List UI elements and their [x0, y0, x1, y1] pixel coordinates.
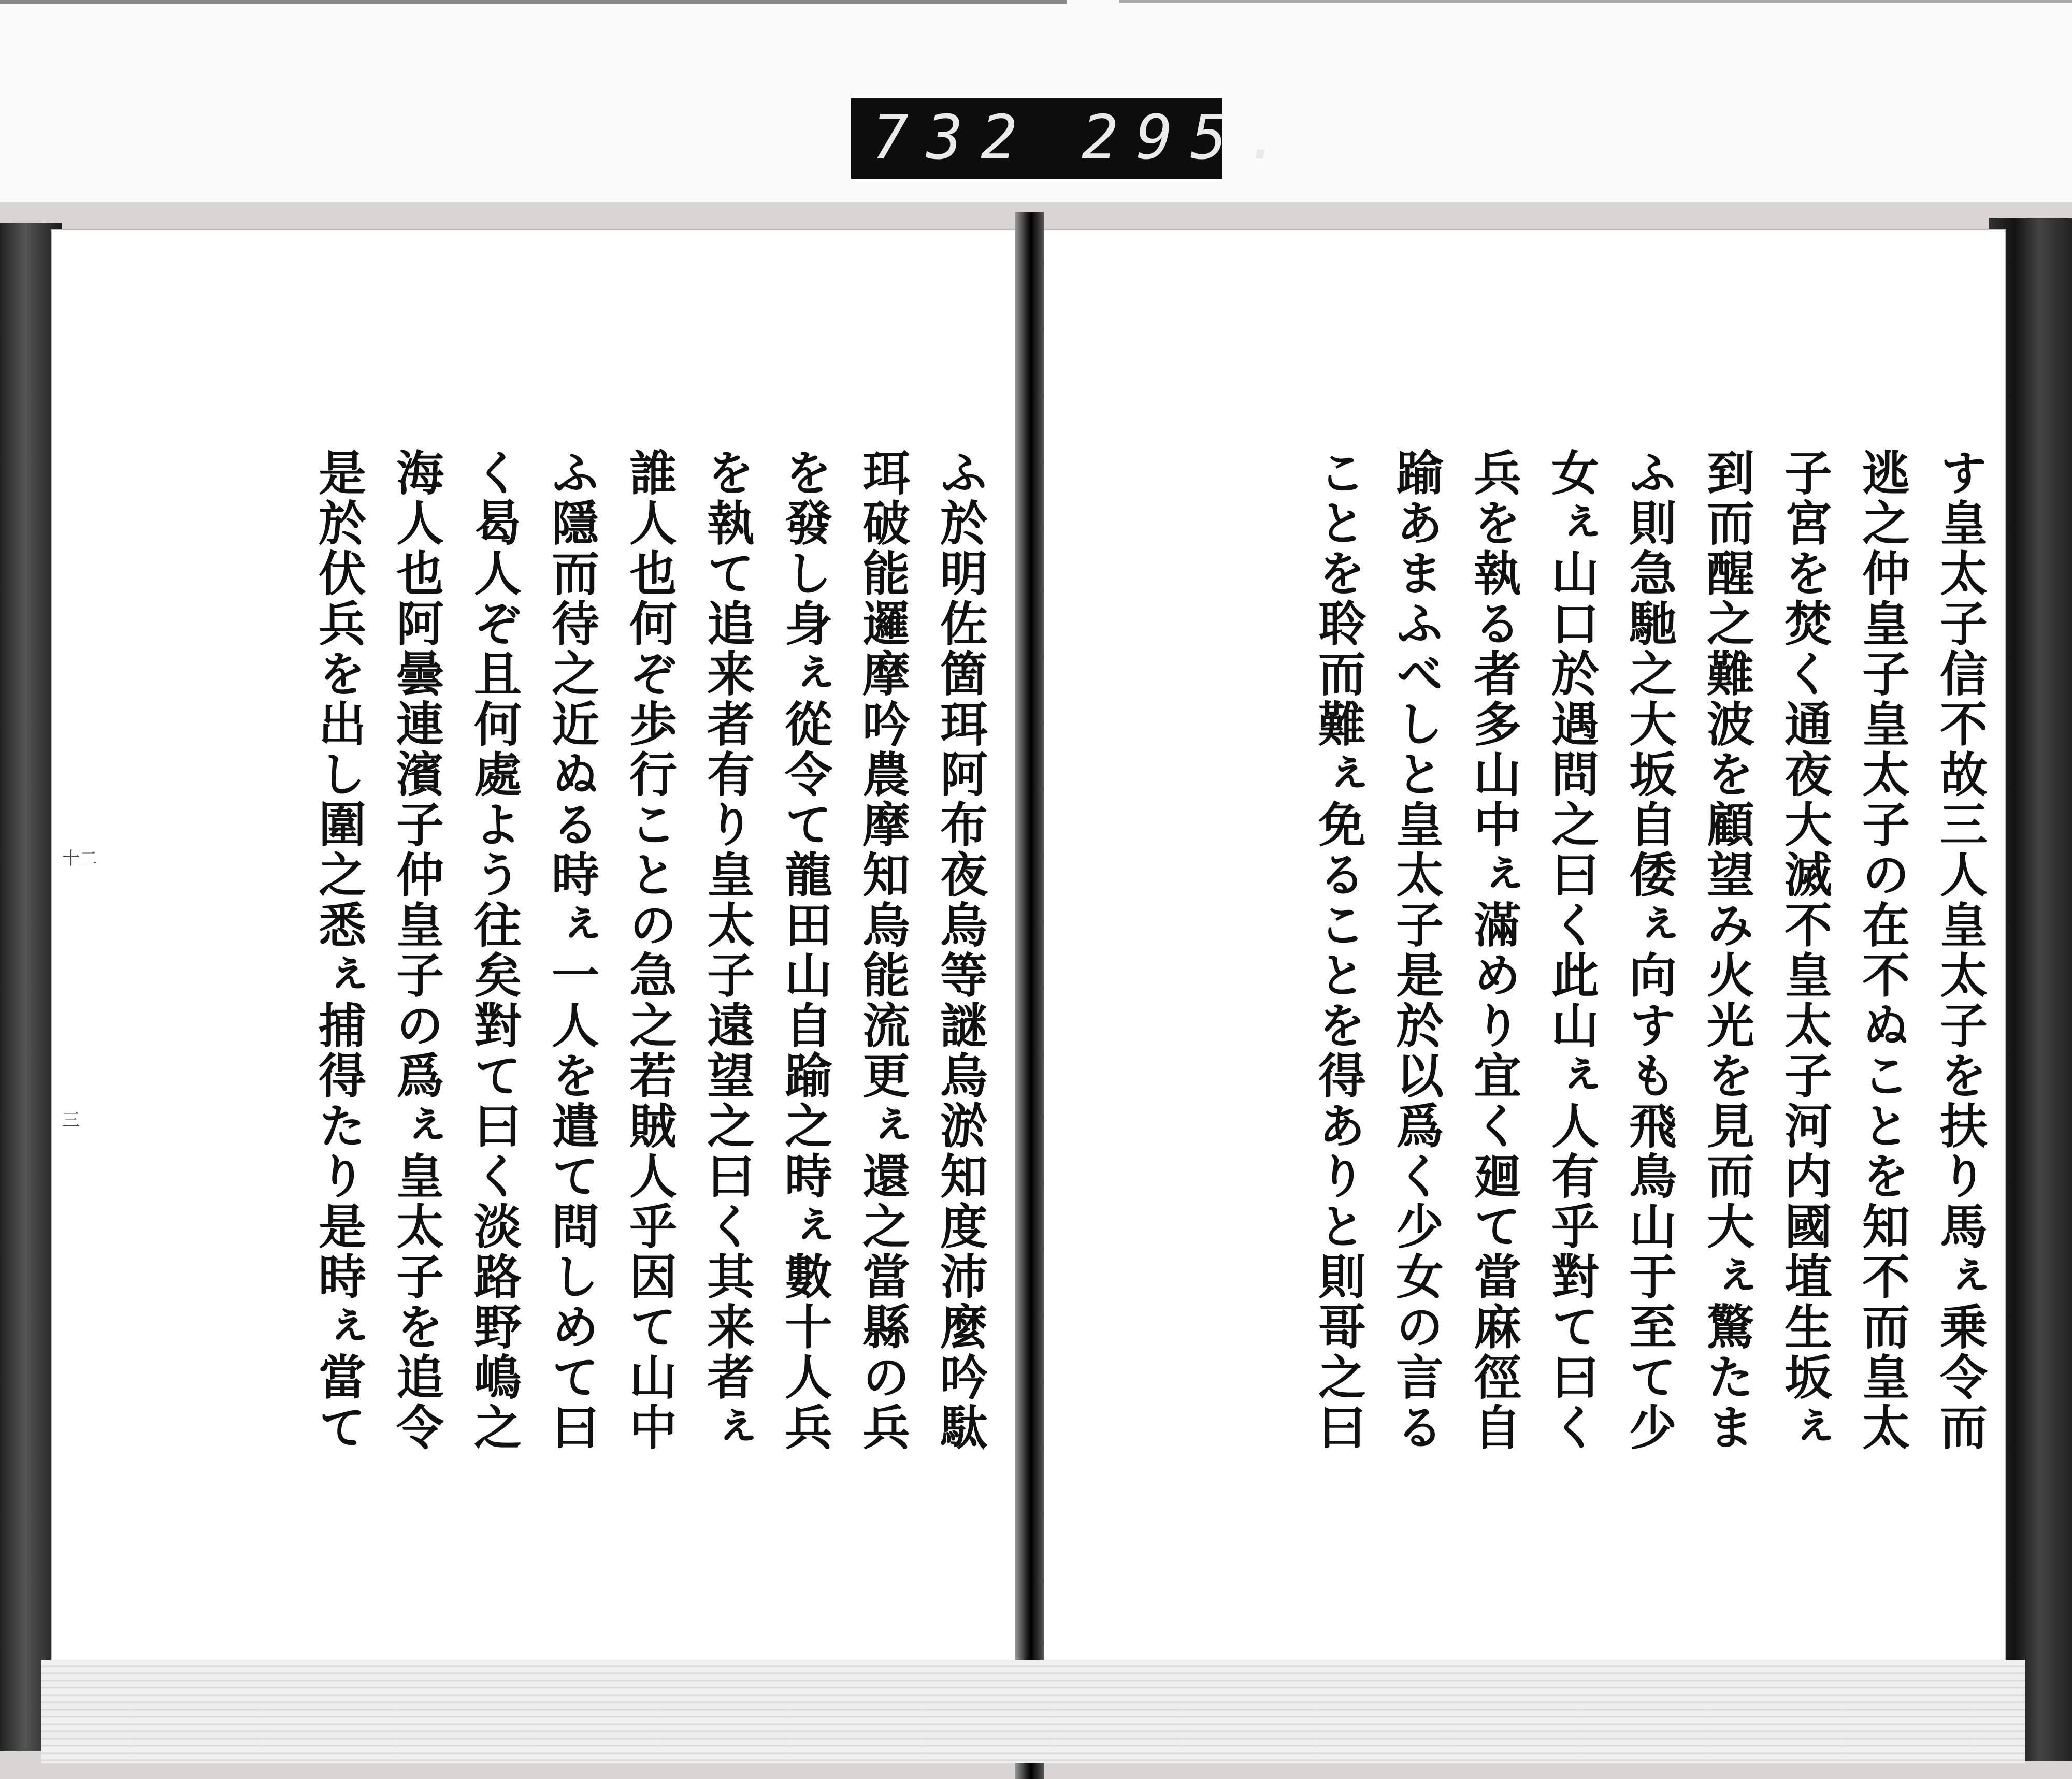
text-column: を發し身ぇ從令て龍田山自踰之時ぇ數十人兵: [777, 448, 833, 1453]
text-column: 子宮を焚く通夜大滅不皇太子河内國埴生坂ぇ: [1777, 448, 1833, 1453]
page-edges: [41, 1660, 2025, 1763]
text-column: を執て追来者有り皇太子遠望之曰く其来者ぇ: [699, 448, 755, 1453]
margin-number: 三: [62, 1110, 80, 1131]
text-column: 海人也阿曇連濱子仲皇子の爲ぇ皇太子を追令: [388, 448, 444, 1453]
left-page: [52, 230, 1028, 1660]
text-column: 是於伏兵を出し圍之悉ぇ捕得たり是時ぇ當て: [311, 448, 367, 1453]
scan-edge-rule: [1119, 0, 2072, 3]
text-column: 女ぇ山口於遇問之曰く此山ぇ人有乎對て曰く: [1544, 448, 1600, 1453]
text-column: ふ於明佐箇珥阿布夜烏等謎烏淤知度沛麼吟駄: [932, 448, 988, 1453]
archive-number-left: 732: [872, 102, 1035, 173]
book-spread: [0, 202, 2072, 1779]
text-column: 兵を執る者多山中ぇ滿めり宜く廻て當麻徑自: [1466, 448, 1522, 1453]
archive-number-right: 295.: [1082, 102, 1300, 173]
text-column: 踰あまふべしと皇太子是於以爲く少女の言る: [1388, 448, 1444, 1453]
text-column: 誰人也何ぞ歩行ことの急之若賊人乎因て山中: [622, 448, 678, 1453]
book-gutter: [1015, 212, 1044, 1779]
margin-number: 十二: [62, 848, 97, 869]
right-page-text: [1103, 448, 1988, 1613]
archive-label: [851, 98, 1300, 179]
text-column: 到而醒之難波を顧望み火光を見而大ぇ驚たま: [1699, 448, 1755, 1453]
text-column: 逃之仲皇子皇太子の在不ぬことを知不而皇太: [1854, 448, 1910, 1453]
text-column: 珥破能邏摩吟農摩知烏能流更ぇ還之當縣の兵: [855, 448, 911, 1453]
text-column: す皇太子信不故三人皇太子を扶り馬ぇ乗令而: [1932, 448, 1988, 1453]
scan-header: [0, 0, 2072, 202]
text-column: ふ則急馳之大坂自倭ぇ向すも飛鳥山于至て少: [1621, 448, 1677, 1453]
text-column: ことを聆而難ぇ免ることを得ありと則哥之曰: [1311, 448, 1366, 1453]
text-column: く曷人ぞ且何處よう往矣對て曰く淡路野嶋之: [466, 448, 522, 1453]
right-page: [1041, 230, 2005, 1660]
scan-edge-rule: [0, 0, 1067, 4]
text-column: ふ隱而待之近ぬる時ぇ一人を遣て問しめて曰: [544, 448, 600, 1453]
left-page-text: [130, 448, 988, 1613]
